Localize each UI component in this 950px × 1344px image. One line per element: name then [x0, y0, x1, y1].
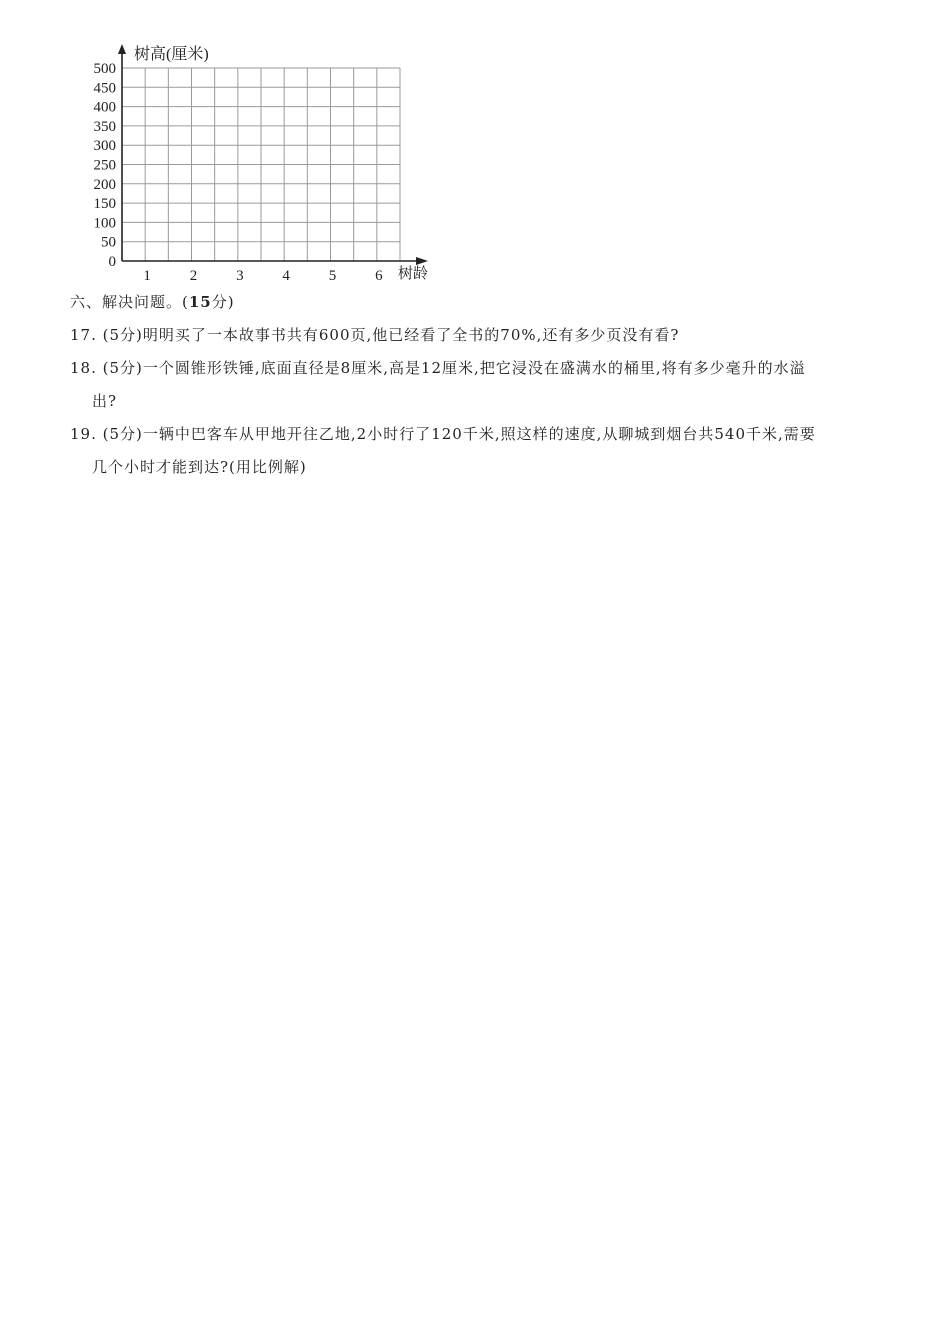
question-number: 18. — [70, 359, 97, 377]
y-tick-label: 0 — [108, 254, 116, 270]
x-tick-label: 4 — [282, 268, 290, 284]
y-tick-label: 450 — [93, 80, 116, 97]
section-title-end: 分) — [211, 293, 235, 311]
question-text-continued: 出? — [92, 392, 118, 410]
section-score: 15 — [188, 293, 212, 311]
section-title-text: 六、解决问题。( — [70, 293, 189, 311]
x-tick-label: 3 — [236, 268, 244, 284]
x-tick-label: 1 — [143, 268, 151, 284]
y-tick-label: 200 — [93, 176, 116, 193]
y-axis-arrow — [118, 44, 126, 54]
question-19 — [70, 418, 888, 484]
x-tick-label: 2 — [189, 268, 198, 284]
y-tick-label: 350 — [93, 118, 116, 135]
question-text-continued: 几个小时才能到达?(用比例解) — [92, 458, 307, 476]
y-tick-label: 400 — [93, 99, 116, 116]
x-axis-label: 树龄 — [398, 266, 429, 282]
chart-canvas — [80, 36, 460, 286]
x-axis-arrow — [416, 257, 428, 265]
question-text: (5分)一辆中巴客车从甲地开往乙地,2小时行了120千米,照这样的速度,从聊城到烟台共540千米,需要 — [102, 425, 816, 443]
y-tick-label: 150 — [93, 196, 116, 213]
x-tick-label: 5 — [328, 268, 337, 284]
y-tick-label: 300 — [93, 138, 116, 155]
question-number: 19. — [70, 425, 97, 443]
y-axis-label: 树高(厘米) — [134, 46, 209, 63]
chart-grid — [122, 68, 400, 261]
y-tick-label: 250 — [93, 157, 116, 174]
question-17 — [70, 319, 888, 352]
question-18 — [70, 352, 888, 418]
x-tick-label: 6 — [375, 268, 383, 284]
section-title — [70, 290, 235, 314]
y-tick-label: 500 — [93, 61, 116, 77]
y-tick-label: 50 — [101, 234, 116, 251]
question-text: (5分)明明买了一本故事书共有600页,他已经看了全书的70%,还有多少页没有看? — [102, 326, 680, 344]
question-text: (5分)一个圆锥形铁锤,底面直径是8厘米,高是12厘米,把它浸没在盛满水的桶里,将有多少毫升的水溢 — [102, 359, 806, 377]
chart-axes — [118, 44, 428, 265]
tree-height-chart — [80, 36, 460, 286]
y-tick-label: 100 — [93, 215, 116, 232]
question-number: 17. — [70, 326, 97, 344]
